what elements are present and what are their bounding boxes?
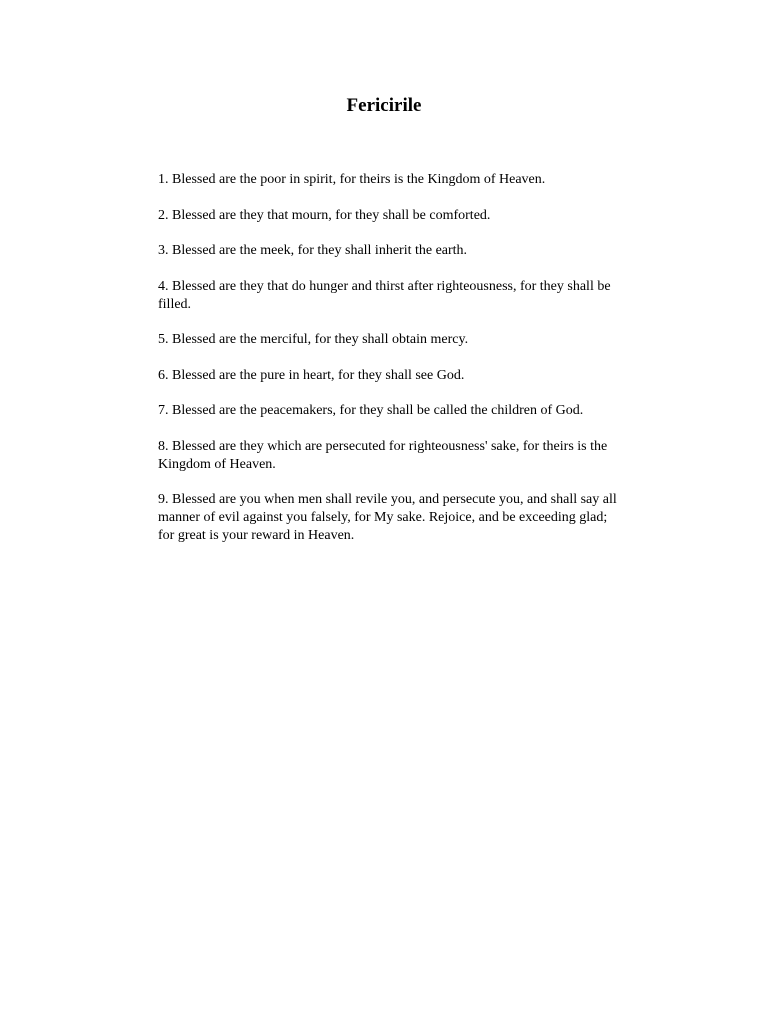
beatitudes-list bbox=[158, 171, 658, 563]
beatitude-2: 2. Blessed are they that mourn, for they shall be comforted. bbox=[158, 207, 491, 223]
beatitude-7: 7. Blessed are the peacemakers, for they shall be called the children of God. bbox=[158, 403, 584, 418]
document-title: Fericirile bbox=[346, 95, 422, 116]
beatitude-6: 6. Blessed are the pure in heart, for they shall see God. bbox=[158, 367, 465, 383]
beatitude-8: 8. Blessed are they which are persecuted for righteousness' sake, for theirs is the Kingdom of Heaven. bbox=[158, 438, 608, 472]
beatitude-1: 1. Blessed are the poor in spirit, for theirs is the Kingdom of Heaven. bbox=[158, 172, 546, 187]
beatitude-9: 9. Blessed are you when men shall revile you, and persecute you, and shall say all manner of evil against you falsely, for My sake. Rejoice, and be exceeding glad; for great is your reward in Heaven. bbox=[158, 492, 617, 543]
beatitude-4: 4. Blessed are they that do hunger and thirst after righteousness, for they shall be filled. bbox=[158, 278, 611, 312]
beatitude-3: 3. Blessed are the meek, for they shall inherit the earth. bbox=[158, 243, 468, 258]
beatitude-5: 5. Blessed are the merciful, for they shall obtain mercy. bbox=[158, 332, 469, 347]
